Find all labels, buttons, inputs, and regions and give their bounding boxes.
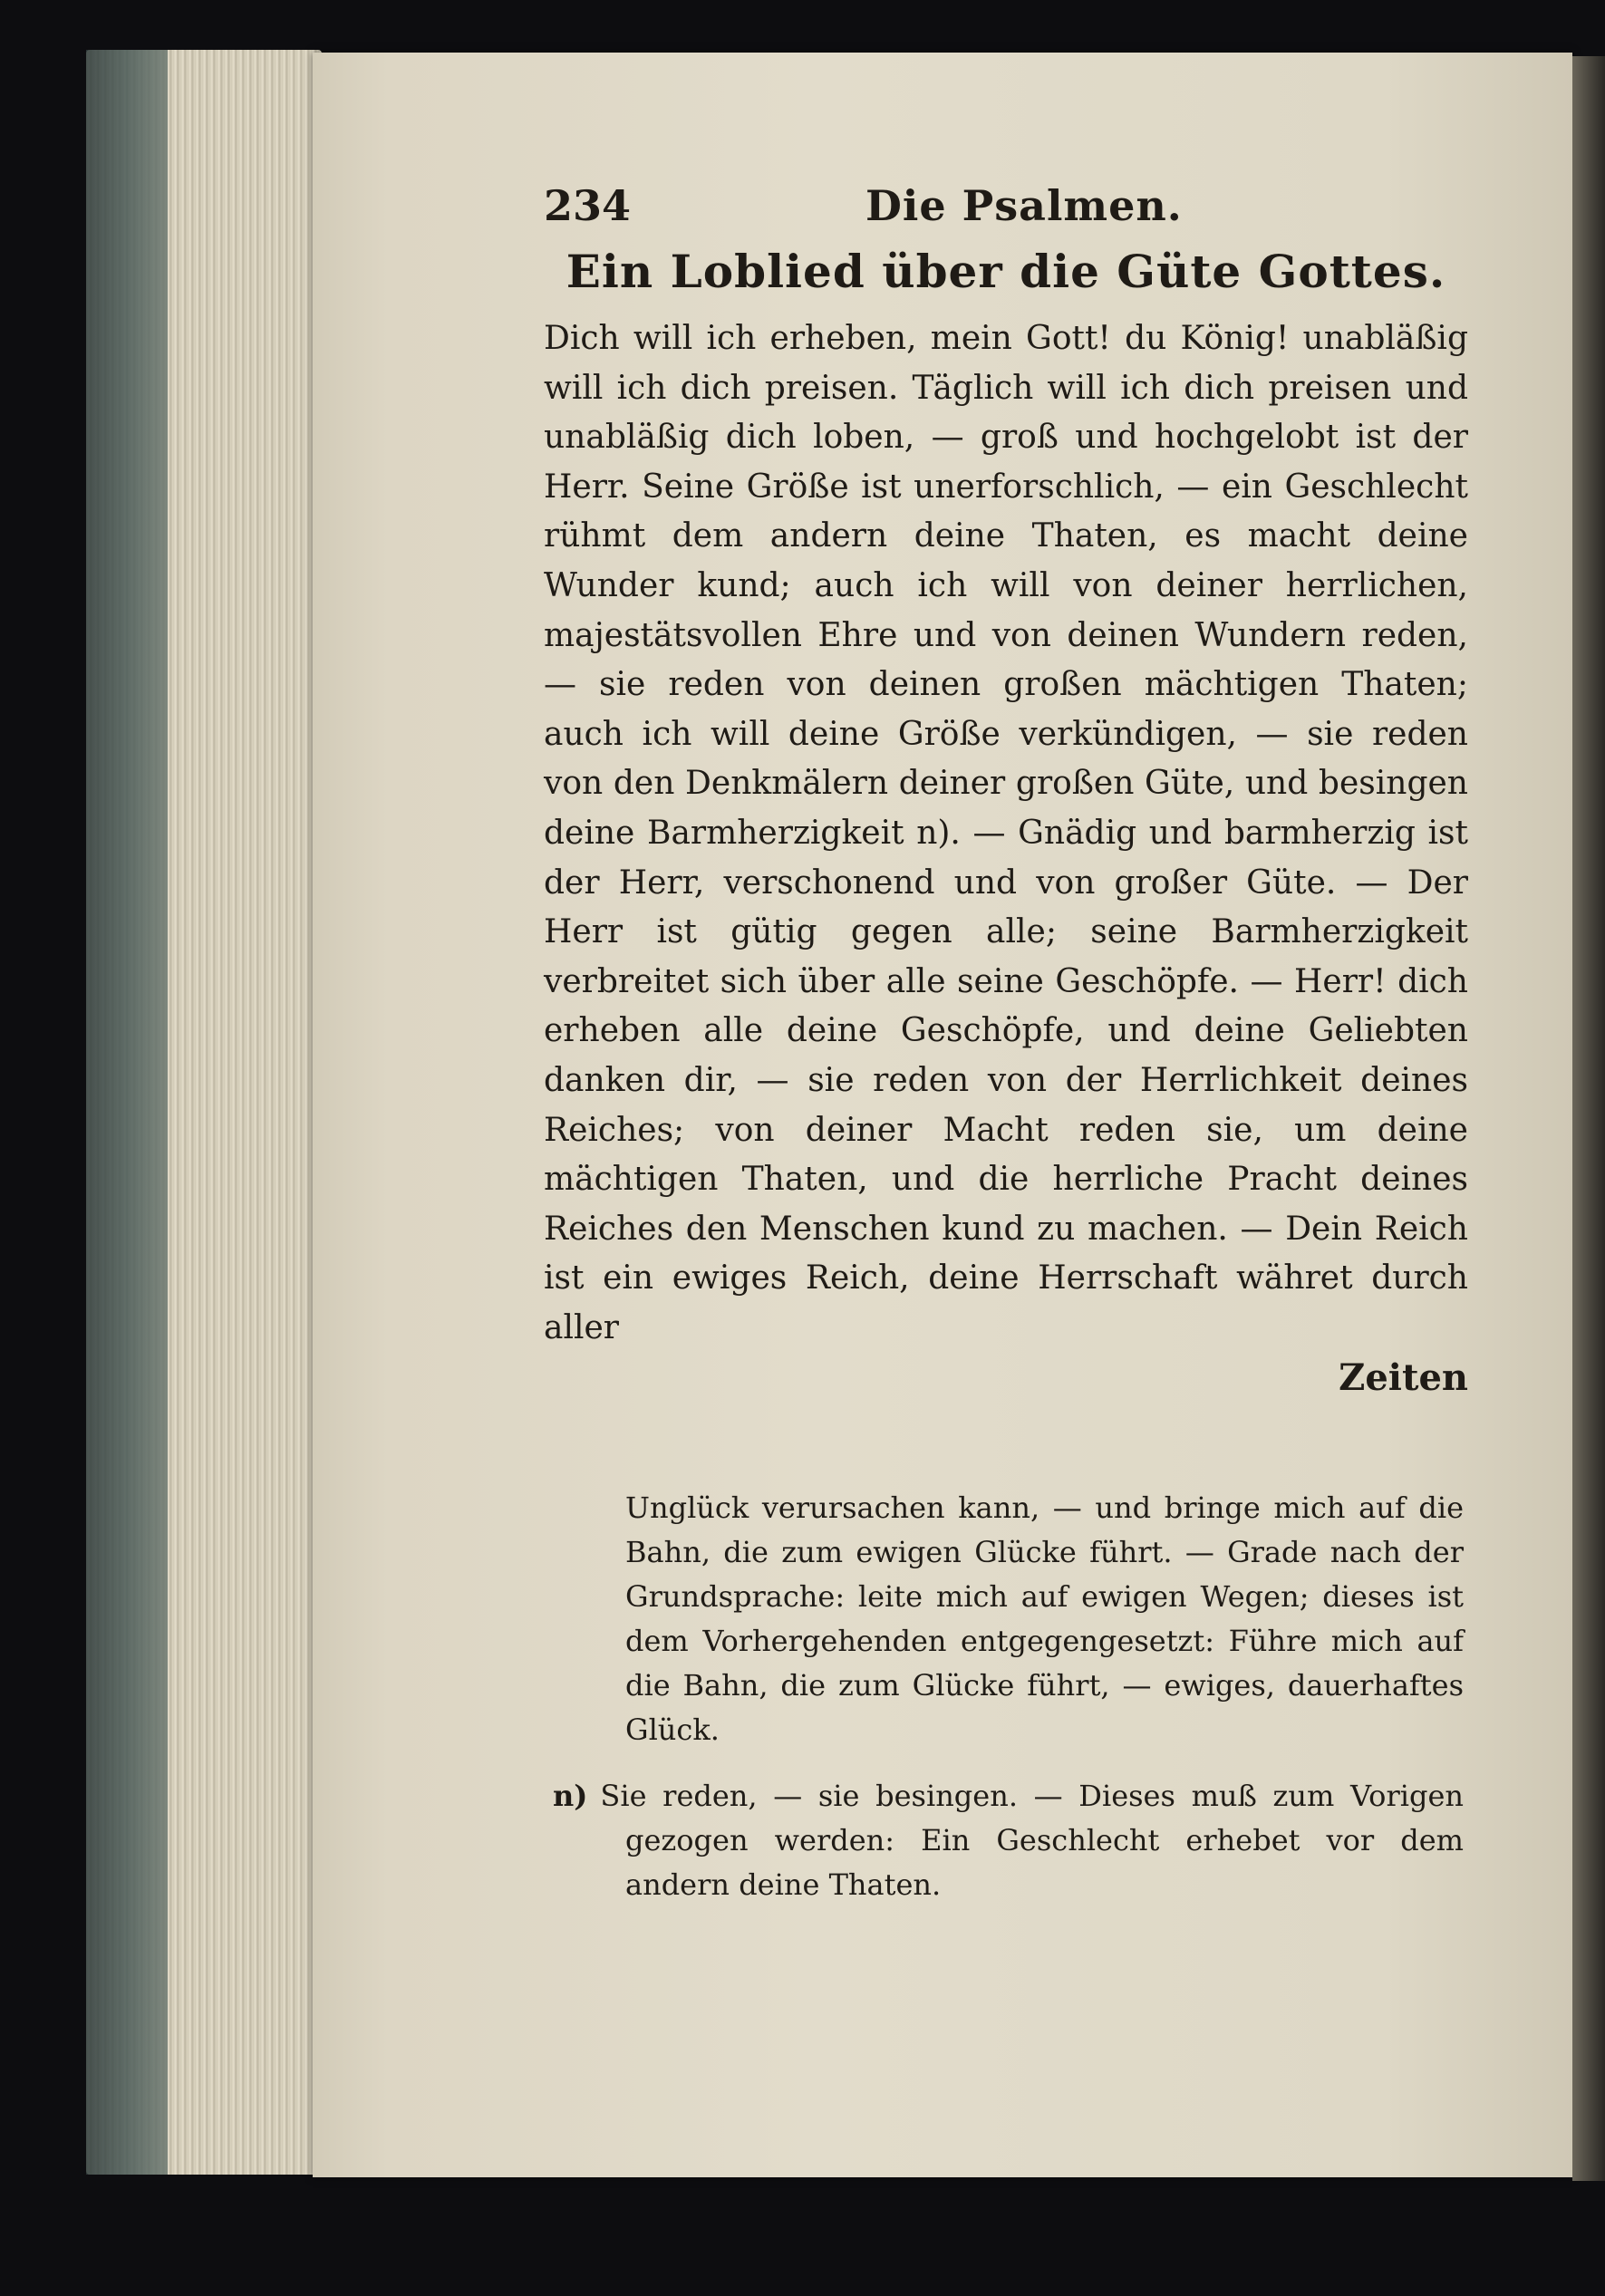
- page-number: 234: [544, 181, 632, 230]
- footnote-text: Sie reden, — sie besingen. — Dieses muß zum Vorigen gezogen werden: Ein Geschlecht erhebet vor dem andern deine Thaten.: [600, 1779, 1464, 1902]
- page-header: [544, 172, 1468, 236]
- footnotes: [553, 1486, 1464, 1907]
- footnote-continuation: Unglück verursachen kann, — und bringe mich auf die Bahn, die zum ewigen Glücke führt. — Grade nach der Grundsprache: leite mich auf ewigen Wegen; dieses ist dem Vorhergehenden entgegengesetzt: Führe mich auf die Bahn, die zum Glücke führt, — ewiges, dauerhaftes Glück.: [625, 1490, 1464, 1747]
- page-text-block: [544, 172, 1468, 1399]
- running-head: Die Psalmen.: [865, 181, 1183, 230]
- footnote-marker: n): [553, 1779, 588, 1813]
- book-cover-edge: [86, 50, 168, 2175]
- psalm-text: Dich will ich erheben, mein Gott! du König! unabläßig will ich dich preisen. Täglich will ich dich preisen und unabläßig dich loben, — groß und hochgelobt ist der Herr. Seine Größe ist unerforschlich, — ein Geschlecht rühmt dem andern deine Thaten, es macht deine Wunder kund; auch ich will von deiner herrlichen, majestätsvollen Ehre und von deinen Wundern reden, — sie reden von deinen großen mächtigen Thaten; auch ich will deine Größe verkündigen, — sie reden von den Denkmälern deiner großen Güte, und besingen deine Barmherzigkeit n). — Gnädig und barmherzig ist der Herr, verschonend und von großer Güte. — Der Herr ist gütig gegen alle; seine Barmherzigkeit verbreitet sich über alle seine Geschöpfe. — Herr! dich erheben alle deine Geschöpfe, und deine Geliebten danken dir, — sie reden von der Herrlichkeit deines Reiches; von deiner Macht reden sie, um deine mächtigen Thaten, und die herrliche Pracht deines Reiches den Menschen kund zu machen. — Dein Reich ist ein ewiges Reich, deine Herrschaft währet durch aller: [544, 320, 1468, 1346]
- catchword: Zeiten: [1339, 1356, 1468, 1400]
- section-title: Ein Loblied über die Güte Gottes.: [566, 245, 1446, 298]
- footnote-n: [553, 1774, 1464, 1907]
- facing-page-shadow: [1572, 56, 1605, 2181]
